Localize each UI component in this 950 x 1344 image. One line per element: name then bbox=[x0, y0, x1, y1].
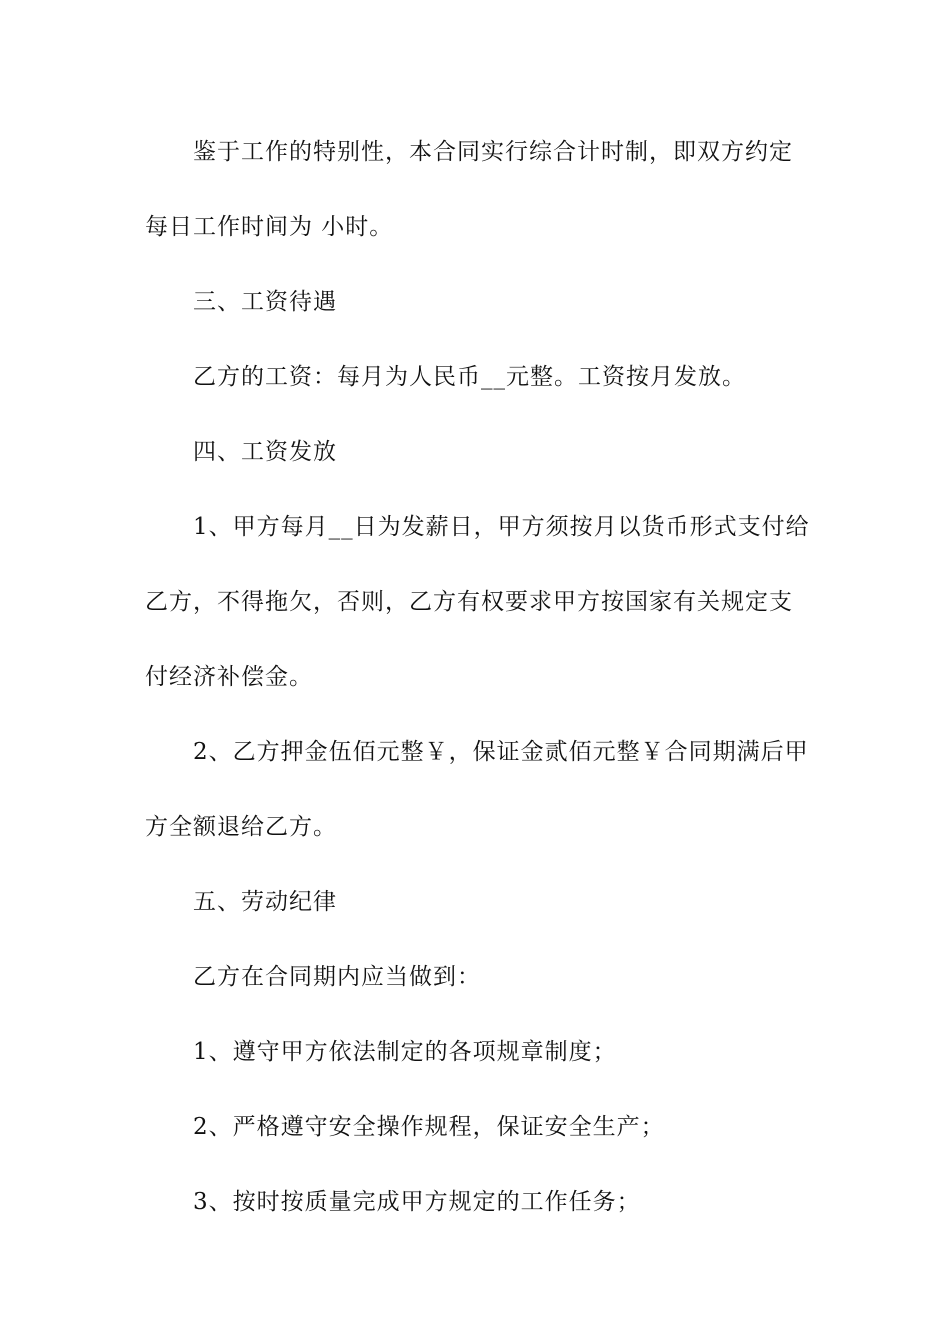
section-heading-discipline: 五、劳动纪律 bbox=[193, 889, 337, 915]
paragraph-line: 乙方在合同期内应当做到： bbox=[193, 964, 481, 990]
list-item: 3、按时按质量完成甲方规定的工作任务； bbox=[193, 1189, 641, 1215]
paragraph-line: 方全额退给乙方。 bbox=[145, 814, 337, 840]
paragraph-line: 1、甲方每月__日为发薪日，甲方须按月以货币形式支付给 bbox=[193, 514, 810, 540]
list-item: 1、遵守甲方依法制定的各项规章制度； bbox=[193, 1039, 617, 1065]
paragraph-line: 乙方的工资：每月为人民币__元整。工资按月发放。 bbox=[193, 364, 746, 390]
paragraph-line: 鉴于工作的特别性，本合同实行综合计时制，即双方约定 bbox=[193, 139, 793, 165]
paragraph-line: 付经济补偿金。 bbox=[145, 664, 313, 690]
section-heading-wages: 三、工资待遇 bbox=[193, 289, 337, 315]
list-item: 2、严格遵守安全操作规程，保证安全生产； bbox=[193, 1114, 665, 1140]
paragraph-line: 乙方，不得拖欠，否则，乙方有权要求甲方按国家有关规定支 bbox=[145, 589, 793, 615]
paragraph-line: 每日工作时间为 小时。 bbox=[145, 214, 394, 240]
paragraph-line: 2、乙方押金伍佰元整￥，保证金贰佰元整￥合同期满后甲 bbox=[193, 739, 809, 765]
section-heading-payment: 四、工资发放 bbox=[193, 439, 337, 465]
